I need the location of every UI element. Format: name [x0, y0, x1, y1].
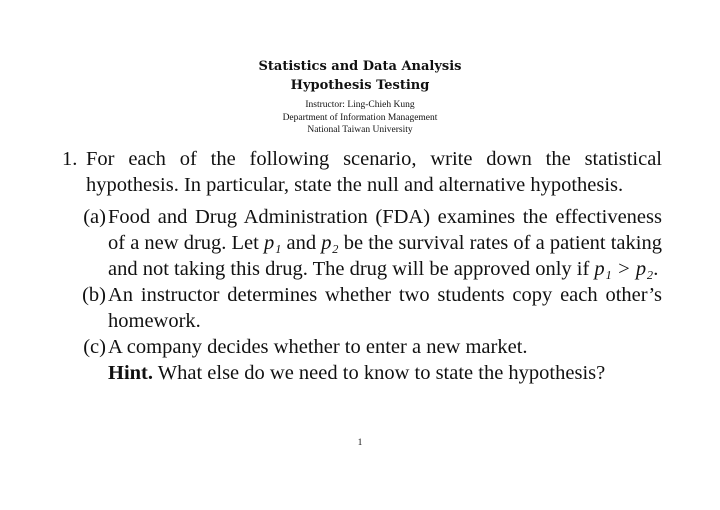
subpart-text-c	[108, 334, 662, 386]
problem-number: 1.	[62, 148, 78, 170]
topic-title: Hypothesis Testing	[290, 78, 430, 93]
problem-statement	[62, 146, 662, 198]
subpart-label-b: (b)	[82, 284, 106, 306]
hint-label: Hint.	[108, 362, 153, 384]
subpart-a-text-before: Food and Drug Administration (FDA) examines the effectiveness of a new drug. Let	[108, 206, 662, 254]
course-title: Statistics and Data Analysis	[258, 59, 462, 74]
subpart-c-main: A company decides whether to enter a new market.	[108, 336, 528, 358]
document-header	[0, 57, 720, 137]
department-line: Department of Information Management	[282, 112, 438, 123]
instructor-line: Instructor: Ling-Chieh Kung	[305, 100, 415, 110]
university-line: National Taiwan University	[307, 125, 413, 135]
subpart-a-and: and	[281, 232, 322, 254]
subpart-text-b: An instructor determines whether two students copy each other’s homework.	[108, 284, 662, 332]
subpart-a	[62, 204, 662, 282]
subpart-label-c: (c)	[83, 336, 106, 358]
problem-1	[62, 146, 662, 386]
math-p1: p₁	[263, 232, 282, 254]
hint-line	[108, 360, 662, 386]
subpart-a-text-after: .	[653, 258, 659, 280]
hint-text: What else do we need to know to state the hypothesis?	[153, 362, 606, 384]
subpart-text-a	[108, 204, 662, 282]
subpart-label-a: (a)	[83, 206, 106, 228]
problem-text: For each of the following scenario, write down the statistical hypothesis. In particular, state the null and alternative hypothesis.	[86, 148, 662, 196]
math-p2: p₂	[321, 232, 339, 254]
subpart-c	[62, 334, 662, 386]
page-number: 1	[357, 438, 363, 448]
subparts-list	[62, 204, 662, 386]
subpart-b	[62, 282, 662, 334]
math-condition: p₁ > p₂	[594, 258, 654, 280]
subpart-a-text-middle: be the survival rates of a patient taking and not taking this drug. The drug will be approved only if	[108, 232, 662, 280]
